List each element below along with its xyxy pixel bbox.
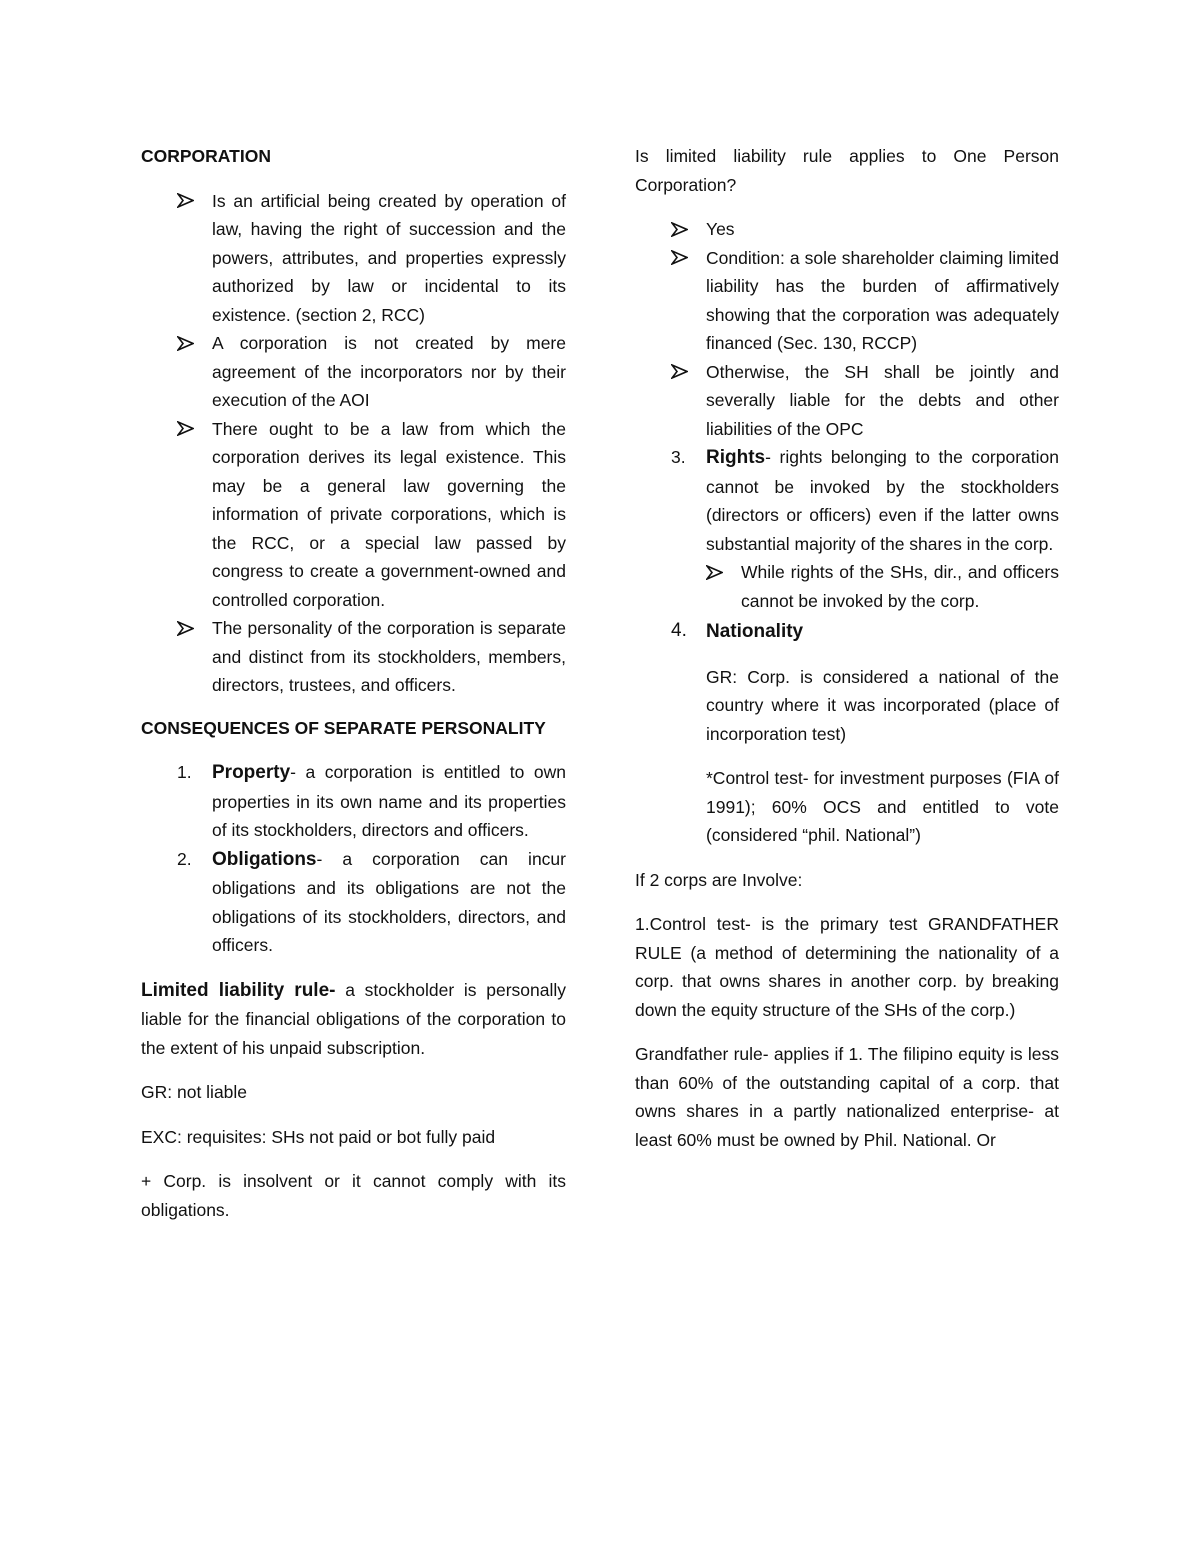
- corporation-bullets: [141, 187, 566, 700]
- grandfather-rule-paragraph: Grandfather rule- applies if 1. The filipino equity is less than 60% of the outstanding capital of a corp. that owns shares in a partly nationalized enterprise- at least 60% must be owned by Phil. National. Or: [635, 1044, 1059, 1150]
- list-item: [635, 617, 1059, 647]
- opc-bullets: [635, 215, 1059, 443]
- arrow-bullet-icon: [177, 187, 197, 215]
- bullet-text: Condition: a sole shareholder claiming limited liability has the burden of affirmatively showing that the corporation was adequately financed (Sec. 130, RCCP): [706, 247, 1059, 353]
- right-column: [635, 142, 1059, 1154]
- limited-liability-term: Limited liability rule-: [141, 979, 336, 1001]
- item-number: 2.: [177, 848, 192, 869]
- nationality-list: [635, 617, 1059, 647]
- item-number: 3.: [671, 447, 686, 467]
- nationality-control-test: *Control test- for investment purposes (FIA of 1991); 60% OCS and entitled to vote (considered “phil. National”): [706, 768, 1059, 845]
- arrow-bullet-icon: [177, 329, 197, 357]
- left-column: [141, 142, 566, 1224]
- control-test-paragraph: 1.Control test- is the primary test GRANDFATHER RULE (a method of determining the nationality of a corp. that owns shares in another corp. by breaking down the equity structure of the SHs of the corp.): [635, 914, 1059, 1020]
- rights-sub-bullets: [635, 558, 1059, 615]
- item-number: 4.: [671, 620, 687, 641]
- heading-corporation: CORPORATION: [141, 146, 271, 166]
- bullet-text: The personality of the corporation is separate and distinct from its stockholders, members, directors, trustees, and officers.: [212, 618, 566, 695]
- list-item: [635, 244, 1059, 358]
- heading-consequences: CONSEQUENCES OF SEPARATE PERSONALITY: [141, 717, 546, 738]
- arrow-bullet-icon: [177, 415, 197, 443]
- item-text: - a corporation can incur obligations and its obligations are not the obligations of its stockholders, directors, and officers.: [212, 848, 566, 955]
- exc-line: EXC: requisites: SHs not paid or bot fully paid: [141, 1126, 496, 1147]
- item-text: - rights belonging to the corporation cannot be invoked by the stockholders (directors or officers) even if the latter owns substantial majority of the shares in the corp.: [706, 447, 1059, 554]
- item-term: Rights: [706, 447, 766, 468]
- list-item: [141, 187, 566, 330]
- arrow-bullet-icon: [706, 558, 726, 586]
- arrow-bullet-icon: [671, 244, 691, 272]
- list-item: [141, 614, 566, 700]
- nationality-gr: GR: Corp. is considered a national of the country where it was incorporated (place of incorporation test): [706, 666, 1059, 744]
- item-term: Property: [212, 762, 291, 783]
- list-item: [141, 329, 566, 415]
- list-item: [141, 415, 566, 615]
- bullet-text: While rights of the SHs, dir., and officers cannot be invoked by the corp.: [741, 562, 1059, 611]
- bullet-text: A corporation is not created by mere agreement of the incorporators nor by their execution of the AOI: [212, 333, 566, 410]
- bullet-text: Otherwise, the SH shall be jointly and severally liable for the debts and other liabilities of the OPC: [706, 361, 1059, 439]
- bullet-text: There ought to be a law from which the corporation derives its legal existence. This may be a general law governing the information of private corporations, which is the RCC, or a special law passed by congress to create a government-owned and controlled corporation.: [212, 418, 566, 610]
- item-term: Obligations: [212, 848, 317, 870]
- item-term: Nationality: [706, 621, 804, 642]
- list-item: [635, 358, 1059, 444]
- list-item: [141, 845, 566, 960]
- opc-question: Is limited liability rule applies to One Person Corporation?: [635, 146, 1059, 195]
- item-text: - a corporation is entitled to own properties in its own name and its properties of its stockholders, directors and officers.: [212, 762, 566, 840]
- list-item: [635, 215, 1059, 244]
- two-corps-line: If 2 corps are Involve:: [635, 869, 803, 890]
- arrow-bullet-icon: [177, 614, 197, 642]
- limited-liability-paragraph: [141, 976, 566, 1063]
- rights-list: [635, 443, 1059, 558]
- consequences-list: [141, 758, 566, 960]
- plus-line: + Corp. is insolvent or it cannot comply with its obligations.: [141, 1171, 566, 1220]
- limited-liability-text: a stockholder is personally liable for the financial obligations of the corporation to the extent of his unpaid subscription.: [141, 979, 567, 1058]
- gr-line: GR: not liable: [141, 1082, 248, 1102]
- bullet-text: Is an artificial being created by operation of law, having the right of succession and the powers, attributes, and properties expressly authorized by law or incidental to its existence. (section 2, RCC): [212, 190, 566, 325]
- list-item: [635, 558, 1059, 615]
- arrow-bullet-icon: [671, 358, 691, 386]
- arrow-bullet-icon: [671, 215, 691, 243]
- bullet-text: Yes: [706, 219, 735, 239]
- item-number: 1.: [177, 762, 192, 782]
- list-item: [141, 758, 566, 845]
- list-item: [635, 443, 1059, 558]
